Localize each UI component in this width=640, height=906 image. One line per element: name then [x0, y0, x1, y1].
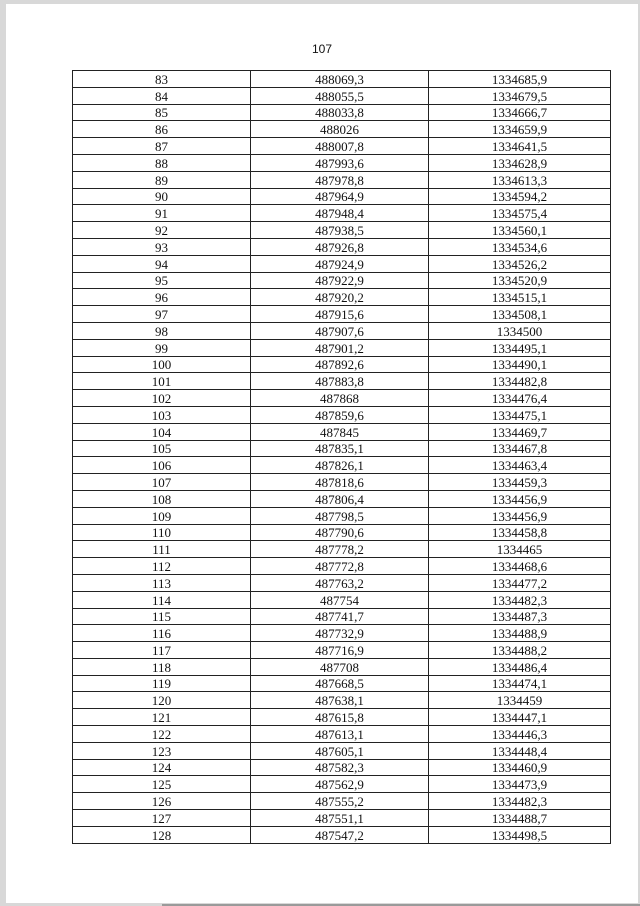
y-coordinate-cell: 1334458,8 [429, 524, 611, 541]
point-number-cell: 123 [73, 742, 251, 759]
point-number-cell: 114 [73, 591, 251, 608]
table-row [73, 138, 611, 155]
point-number-cell: 115 [73, 608, 251, 625]
point-number-cell: 95 [73, 272, 251, 289]
point-number-cell: 84 [73, 87, 251, 104]
point-number-cell: 104 [73, 423, 251, 440]
x-coordinate-cell: 488055,5 [251, 87, 429, 104]
y-coordinate-cell: 1334474,1 [429, 675, 611, 692]
y-coordinate-cell: 1334468,6 [429, 558, 611, 575]
point-number-cell: 101 [73, 373, 251, 390]
x-coordinate-cell: 487613,1 [251, 726, 429, 743]
x-coordinate-cell: 487901,2 [251, 339, 429, 356]
table-row [73, 188, 611, 205]
x-coordinate-cell: 487920,2 [251, 289, 429, 306]
x-coordinate-cell: 488033,8 [251, 104, 429, 121]
table-row [73, 272, 611, 289]
x-coordinate-cell: 487806,4 [251, 490, 429, 507]
point-number-cell: 125 [73, 776, 251, 793]
y-coordinate-cell: 1334447,1 [429, 709, 611, 726]
x-coordinate-cell: 488007,8 [251, 138, 429, 155]
table-row [73, 541, 611, 558]
y-coordinate-cell: 1334465 [429, 541, 611, 558]
y-coordinate-cell: 1334477,2 [429, 574, 611, 591]
y-coordinate-cell: 1334575,4 [429, 205, 611, 222]
point-number-cell: 111 [73, 541, 251, 558]
x-coordinate-cell: 487938,5 [251, 222, 429, 239]
x-coordinate-cell: 487845 [251, 423, 429, 440]
y-coordinate-cell: 1334508,1 [429, 306, 611, 323]
table-row [73, 524, 611, 541]
table-row [73, 121, 611, 138]
y-coordinate-cell: 1334446,3 [429, 726, 611, 743]
x-coordinate-cell: 487562,9 [251, 776, 429, 793]
point-number-cell: 97 [73, 306, 251, 323]
y-coordinate-cell: 1334534,6 [429, 238, 611, 255]
point-number-cell: 124 [73, 759, 251, 776]
y-coordinate-cell: 1334473,9 [429, 776, 611, 793]
point-number-cell: 108 [73, 490, 251, 507]
point-number-cell: 96 [73, 289, 251, 306]
table-row [73, 390, 611, 407]
table-row [73, 423, 611, 440]
y-coordinate-cell: 1334482,8 [429, 373, 611, 390]
y-coordinate-cell: 1334628,9 [429, 154, 611, 171]
y-coordinate-cell: 1334467,8 [429, 440, 611, 457]
y-coordinate-cell: 1334679,5 [429, 87, 611, 104]
y-coordinate-cell: 1334594,2 [429, 188, 611, 205]
x-coordinate-cell: 487741,7 [251, 608, 429, 625]
table-row [73, 776, 611, 793]
x-coordinate-cell: 487732,9 [251, 625, 429, 642]
point-number-cell: 127 [73, 810, 251, 827]
y-coordinate-cell: 1334498,5 [429, 826, 611, 843]
y-coordinate-cell: 1334475,1 [429, 406, 611, 423]
table-row [73, 238, 611, 255]
y-coordinate-cell: 1334495,1 [429, 339, 611, 356]
x-coordinate-cell: 487915,6 [251, 306, 429, 323]
y-coordinate-cell: 1334459,3 [429, 474, 611, 491]
point-number-cell: 116 [73, 625, 251, 642]
point-number-cell: 94 [73, 255, 251, 272]
x-coordinate-cell: 487605,1 [251, 742, 429, 759]
y-coordinate-cell: 1334469,7 [429, 423, 611, 440]
x-coordinate-cell: 487868 [251, 390, 429, 407]
table-row [73, 104, 611, 121]
table-row [73, 440, 611, 457]
x-coordinate-cell: 487754 [251, 591, 429, 608]
x-coordinate-cell: 487638,1 [251, 692, 429, 709]
x-coordinate-cell: 487772,8 [251, 558, 429, 575]
table-row [73, 658, 611, 675]
table-row [73, 675, 611, 692]
table-row [73, 306, 611, 323]
x-coordinate-cell: 487926,8 [251, 238, 429, 255]
table-row [73, 709, 611, 726]
point-number-cell: 85 [73, 104, 251, 121]
point-number-cell: 113 [73, 574, 251, 591]
x-coordinate-cell: 487708 [251, 658, 429, 675]
table-row [73, 810, 611, 827]
point-number-cell: 98 [73, 322, 251, 339]
y-coordinate-cell: 1334482,3 [429, 591, 611, 608]
table-row [73, 793, 611, 810]
y-coordinate-cell: 1334488,9 [429, 625, 611, 642]
point-number-cell: 91 [73, 205, 251, 222]
table-row [73, 608, 611, 625]
point-number-cell: 107 [73, 474, 251, 491]
table-row [73, 71, 611, 88]
point-number-cell: 100 [73, 356, 251, 373]
table-row [73, 255, 611, 272]
y-coordinate-cell: 1334448,4 [429, 742, 611, 759]
page-number: 107 [311, 42, 333, 56]
point-number-cell: 83 [73, 71, 251, 88]
x-coordinate-cell: 487547,2 [251, 826, 429, 843]
x-coordinate-cell: 487668,5 [251, 675, 429, 692]
y-coordinate-cell: 1334487,3 [429, 608, 611, 625]
table-row [73, 692, 611, 709]
point-number-cell: 105 [73, 440, 251, 457]
y-coordinate-cell: 1334476,4 [429, 390, 611, 407]
point-number-cell: 119 [73, 675, 251, 692]
table-row [73, 625, 611, 642]
y-coordinate-cell: 1334659,9 [429, 121, 611, 138]
point-number-cell: 90 [73, 188, 251, 205]
y-coordinate-cell: 1334685,9 [429, 71, 611, 88]
x-coordinate-cell: 487835,1 [251, 440, 429, 457]
y-coordinate-cell: 1334526,2 [429, 255, 611, 272]
table-row [73, 591, 611, 608]
x-coordinate-cell: 487555,2 [251, 793, 429, 810]
table-row [73, 558, 611, 575]
y-coordinate-cell: 1334490,1 [429, 356, 611, 373]
point-number-cell: 122 [73, 726, 251, 743]
table-row [73, 726, 611, 743]
x-coordinate-cell: 487924,9 [251, 255, 429, 272]
y-coordinate-cell: 1334459 [429, 692, 611, 709]
x-coordinate-cell: 487790,6 [251, 524, 429, 541]
x-coordinate-cell: 487615,8 [251, 709, 429, 726]
x-coordinate-cell: 487818,6 [251, 474, 429, 491]
y-coordinate-cell: 1334560,1 [429, 222, 611, 239]
point-number-cell: 93 [73, 238, 251, 255]
x-coordinate-cell: 487907,6 [251, 322, 429, 339]
x-coordinate-cell: 487551,1 [251, 810, 429, 827]
coordinates-table-body [73, 71, 611, 844]
y-coordinate-cell: 1334482,3 [429, 793, 611, 810]
table-row [73, 457, 611, 474]
y-coordinate-cell: 1334463,4 [429, 457, 611, 474]
table-row [73, 759, 611, 776]
y-coordinate-cell: 1334613,3 [429, 171, 611, 188]
table-row [73, 322, 611, 339]
table-row [73, 339, 611, 356]
y-coordinate-cell: 1334488,7 [429, 810, 611, 827]
point-number-cell: 110 [73, 524, 251, 541]
x-coordinate-cell: 487763,2 [251, 574, 429, 591]
table-row [73, 205, 611, 222]
x-coordinate-cell: 487964,9 [251, 188, 429, 205]
point-number-cell: 120 [73, 692, 251, 709]
x-coordinate-cell: 487892,6 [251, 356, 429, 373]
point-number-cell: 121 [73, 709, 251, 726]
y-coordinate-cell: 1334515,1 [429, 289, 611, 306]
y-coordinate-cell: 1334456,9 [429, 507, 611, 524]
point-number-cell: 99 [73, 339, 251, 356]
y-coordinate-cell: 1334486,4 [429, 658, 611, 675]
point-number-cell: 92 [73, 222, 251, 239]
x-coordinate-cell: 487798,5 [251, 507, 429, 524]
point-number-cell: 117 [73, 642, 251, 659]
x-coordinate-cell: 487883,8 [251, 373, 429, 390]
point-number-cell: 103 [73, 406, 251, 423]
point-number-cell: 89 [73, 171, 251, 188]
table-row [73, 574, 611, 591]
x-coordinate-cell: 487859,6 [251, 406, 429, 423]
document-page [6, 4, 638, 903]
x-coordinate-cell: 487978,8 [251, 171, 429, 188]
x-coordinate-cell: 487993,6 [251, 154, 429, 171]
x-coordinate-cell: 487778,2 [251, 541, 429, 558]
point-number-cell: 88 [73, 154, 251, 171]
y-coordinate-cell: 1334500 [429, 322, 611, 339]
table-row [73, 826, 611, 843]
table-row [73, 171, 611, 188]
table-row [73, 490, 611, 507]
table-row [73, 289, 611, 306]
point-number-cell: 102 [73, 390, 251, 407]
point-number-cell: 106 [73, 457, 251, 474]
y-coordinate-cell: 1334520,9 [429, 272, 611, 289]
point-number-cell: 87 [73, 138, 251, 155]
point-number-cell: 86 [73, 121, 251, 138]
y-coordinate-cell: 1334488,2 [429, 642, 611, 659]
y-coordinate-cell: 1334456,9 [429, 490, 611, 507]
y-coordinate-cell: 1334641,5 [429, 138, 611, 155]
y-coordinate-cell: 1334460,9 [429, 759, 611, 776]
x-coordinate-cell: 487582,3 [251, 759, 429, 776]
table-row [73, 154, 611, 171]
table-row [73, 742, 611, 759]
table-row [73, 222, 611, 239]
x-coordinate-cell: 487716,9 [251, 642, 429, 659]
coordinates-table [72, 70, 611, 844]
point-number-cell: 128 [73, 826, 251, 843]
y-coordinate-cell: 1334666,7 [429, 104, 611, 121]
point-number-cell: 126 [73, 793, 251, 810]
table-row [73, 474, 611, 491]
table-row [73, 406, 611, 423]
table-row [73, 373, 611, 390]
x-coordinate-cell: 487922,9 [251, 272, 429, 289]
x-coordinate-cell: 488026 [251, 121, 429, 138]
point-number-cell: 112 [73, 558, 251, 575]
table-row [73, 507, 611, 524]
x-coordinate-cell: 487948,4 [251, 205, 429, 222]
table-row [73, 87, 611, 104]
table-row [73, 356, 611, 373]
point-number-cell: 109 [73, 507, 251, 524]
x-coordinate-cell: 487826,1 [251, 457, 429, 474]
x-coordinate-cell: 488069,3 [251, 71, 429, 88]
point-number-cell: 118 [73, 658, 251, 675]
table-row [73, 642, 611, 659]
